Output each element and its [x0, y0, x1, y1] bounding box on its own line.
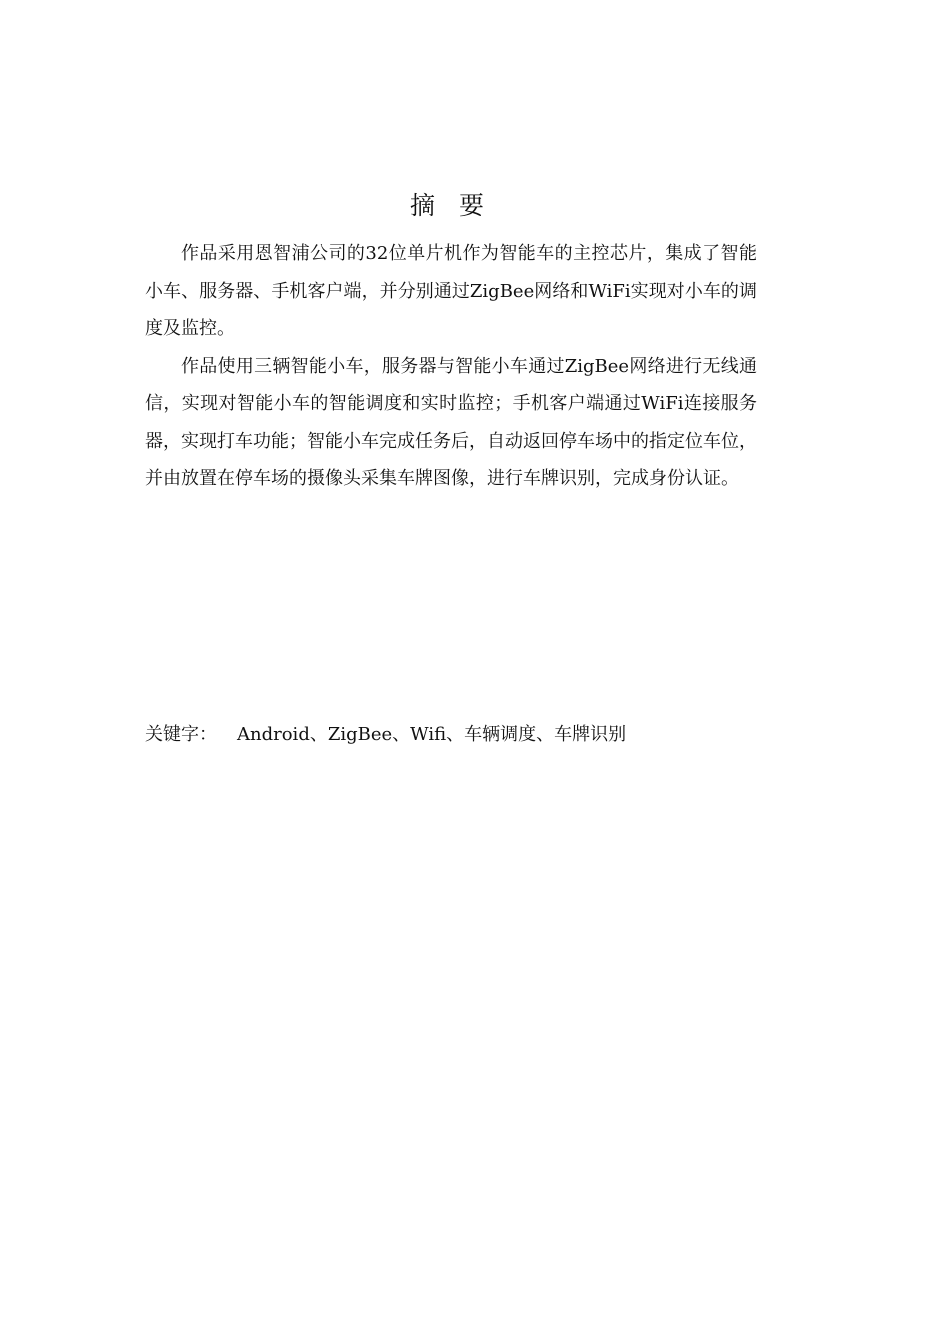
keywords-label: 关键字：: [145, 724, 217, 745]
abstract-paragraph-2: 作品使用三辆智能小车，服务器与智能小车通过ZigBee网络进行无线通信，实现对智能小车的智能调度和实时监控；手机客户端通过WiFi连接服务器，实现打车功能；智能小车完成任务后，自动返回停车场中的指定位车位，并由放置在停车场的摄像头采集车牌图像，进行车牌识别，完成身份认证。: [145, 355, 757, 489]
abstract-title: 摘 要: [410, 191, 492, 220]
abstract-paragraph-1: 作品采用恩智浦公司的32位单片机作为智能车的主控芯片，集成了智能小车、服务器、手机客户端，并分别通过ZigBee网络和WiFi实现对小车的调度及监控。: [145, 243, 757, 339]
keywords-value: Android、ZigBee、Wifi、车辆调度、车牌识别: [237, 724, 627, 745]
abstract-body: [145, 235, 757, 498]
keywords-line: [145, 719, 626, 751]
